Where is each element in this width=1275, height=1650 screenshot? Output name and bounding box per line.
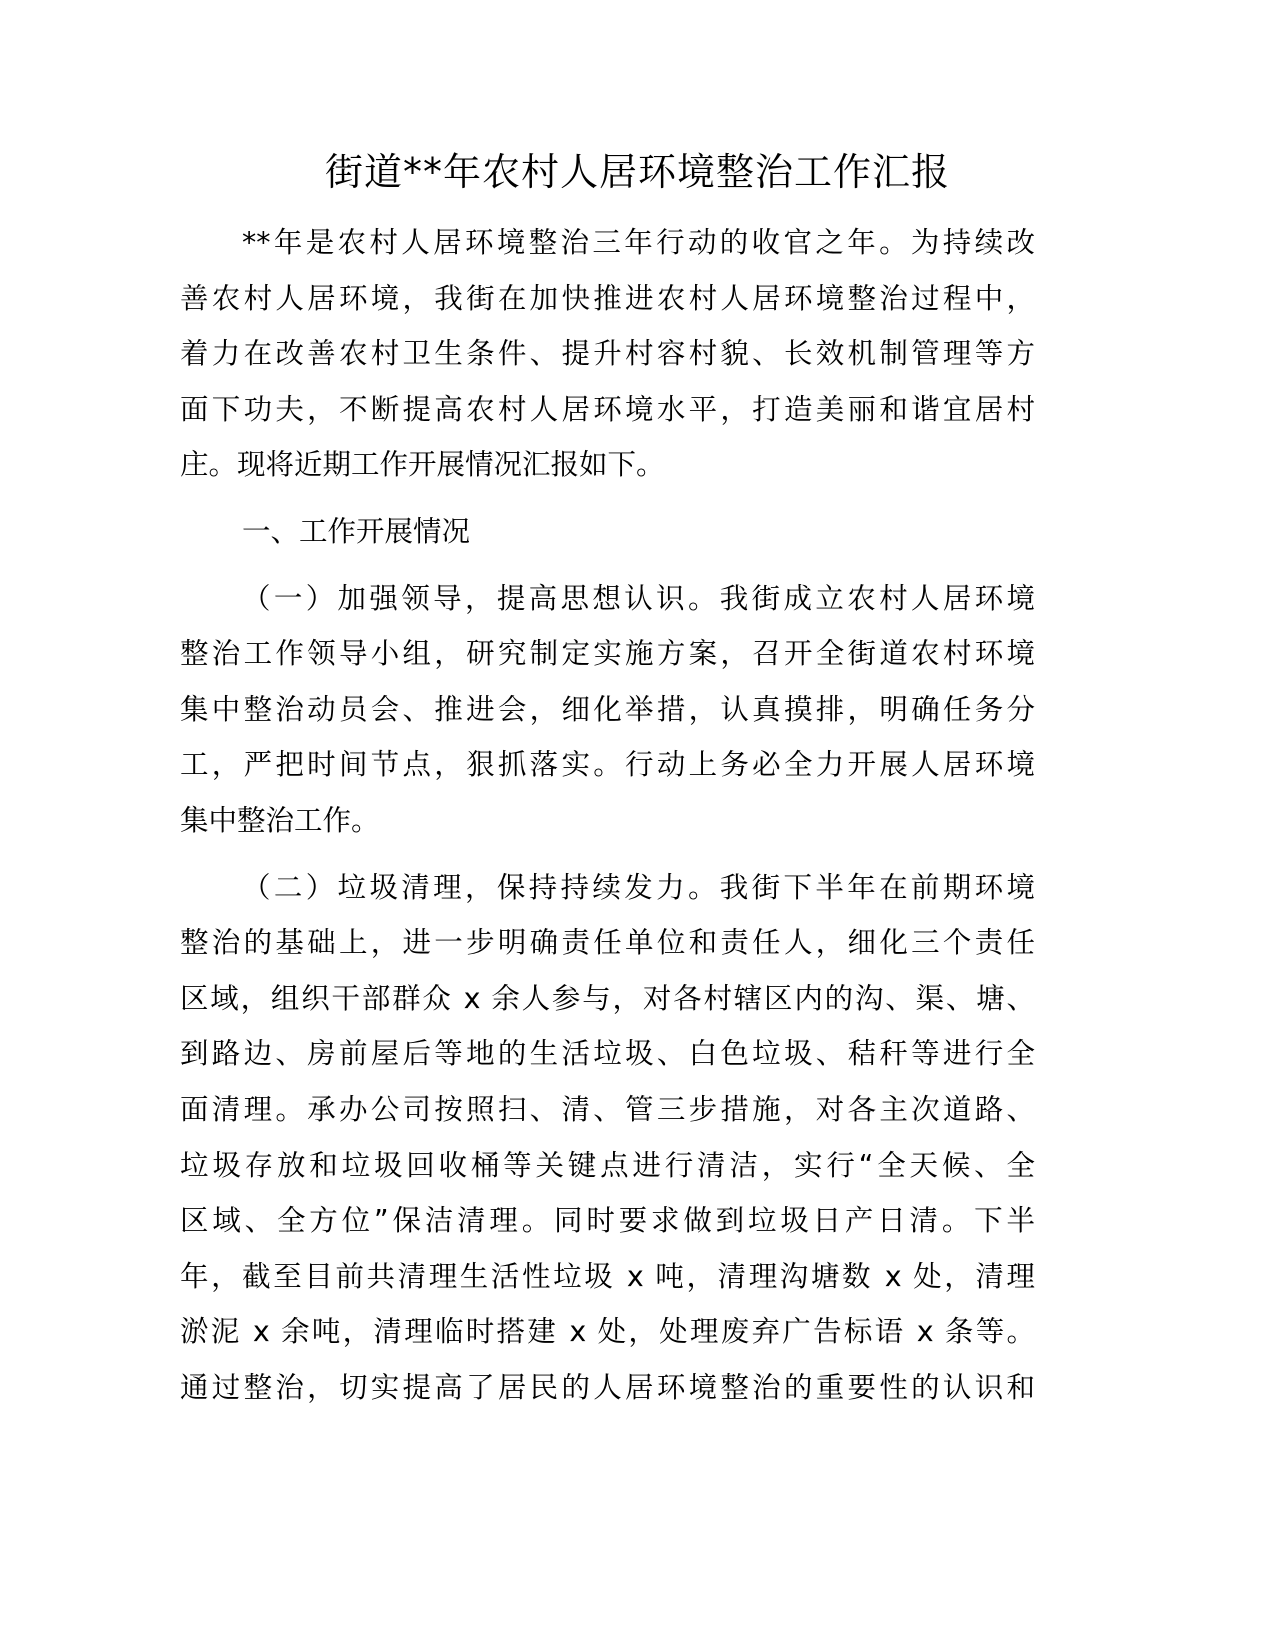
text-line: 垃圾存放和垃圾回收桶等关键点进行清洁，实行“全天候、全	[180, 1148, 1035, 1182]
text-line: 区域，组织干部群众 x 余人参与，对各村辖区内的沟、渠、塘、	[180, 981, 1035, 1015]
text-line: 面清理。承办公司按照扫、清、管三步措施，对各主次道路、	[180, 1092, 1035, 1126]
text-line: 通过整治，切实提高了居民的人居环境整治的重要性的认识和	[180, 1370, 1035, 1404]
text-line: 庄。现将近期工作开展情况汇报如下。	[180, 448, 665, 482]
paragraph-leadership	[180, 571, 1035, 849]
text-line: 区域、全方位”保洁清理。同时要求做到垃圾日产日清。下半	[180, 1204, 1035, 1238]
document-body	[180, 215, 1035, 1426]
text-line: 面下功夫，不断提高农村人居环境水平，打造美丽和谐宜居村	[180, 392, 1035, 426]
text-line: **年是农村人居环境整治三年行动的收官之年。为持续改	[242, 226, 1035, 259]
text-line: 年，截至目前共清理生活性垃圾 x 吨，清理沟塘数 x 处，清理	[180, 1259, 1035, 1293]
text-line: 集中整治工作。	[180, 803, 380, 837]
paragraph-garbage-cleanup	[180, 860, 1035, 1416]
text-line: 整治工作领导小组，研究制定实施方案，召开全街道农村环境	[180, 637, 1035, 671]
text-line: 集中整治动员会、推进会，细化举措，认真摸排，明确任务分	[180, 692, 1035, 726]
document-title: 街道**年农村人居环境整治工作汇报	[324, 150, 950, 194]
text-line: 到路边、房前屋后等地的生活垃圾、白色垃圾、秸秆等进行全	[180, 1037, 1035, 1071]
intro-paragraph	[180, 215, 1035, 493]
text-line: 善农村人居环境，我街在加快推进农村人居环境整治过程中，	[180, 281, 1035, 315]
section-heading	[180, 504, 1035, 560]
heading-text: 一、工作开展情况	[242, 514, 471, 548]
text-line: 整治的基础上，进一步明确责任单位和责任人，细化三个责任	[180, 926, 1035, 960]
text-line: 着力在改善农村卫生条件、提升村容村貌、长效机制管理等方	[180, 337, 1035, 371]
text-line: 工，严把时间节点，狠抓落实。行动上务必全力开展人居环境	[180, 748, 1035, 782]
text-line: （一）加强领导，提高思想认识。我街成立农村人居环境	[242, 581, 1035, 615]
text-line: （二）垃圾清理，保持持续发力。我街下半年在前期环境	[242, 870, 1035, 904]
text-line: 淤泥 x 余吨，清理临时搭建 x 处，处理废弃广告标语 x 条等。	[180, 1315, 1035, 1349]
